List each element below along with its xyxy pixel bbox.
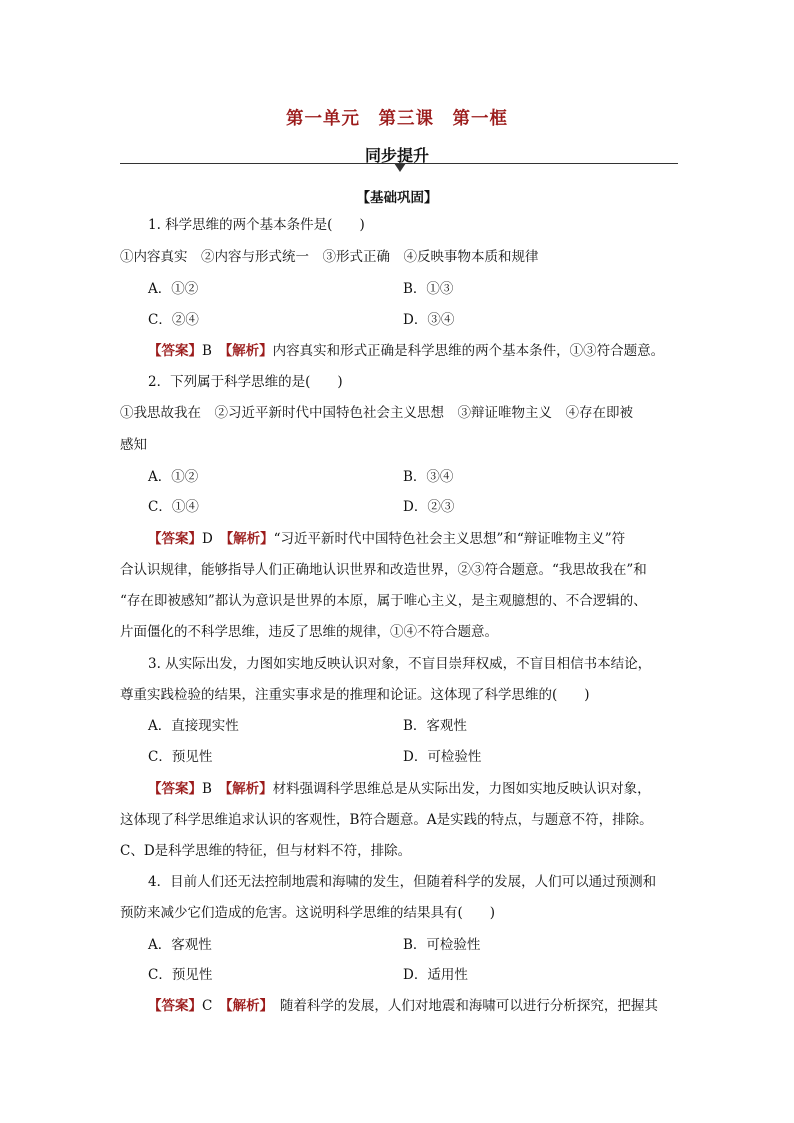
question-2-option-d: D．②③ (403, 499, 455, 515)
question-4-answer (148, 997, 708, 1015)
question-3-option-c: C．预见性 (148, 749, 213, 765)
question-4-stem: 4．目前人们还无法控制地震和海啸的发生，但随着科学的发展，人们可以通过预测和 (148, 874, 657, 890)
answer-tag: 【答案】 (148, 998, 202, 1014)
question-4-option-d: D．适用性 (403, 967, 468, 983)
answer-tag: 【答案】 (148, 781, 202, 797)
question-1-option-a: A．①② (148, 281, 199, 297)
question-2-option-b: B．③④ (403, 469, 454, 485)
question-2-stem: 2．下列属于科学思维的是( ) (148, 374, 343, 390)
question-3-stem: 3. 从实际出发，力图如实地反映认识对象，不盲目崇拜权威，不盲目相信书本结论， (148, 656, 652, 672)
subtitle: 同步提升 (364, 146, 429, 165)
question-1-option-d: D．③④ (403, 312, 455, 328)
question-3-answer (148, 780, 708, 798)
analysis-tag: 【解析】 (226, 531, 274, 547)
question-4-option-c: C．预见性 (148, 967, 213, 983)
analysis-text: 内容真实和形式正确是科学思维的两个基本条件，①③符合题意。 (272, 343, 665, 359)
divider-arrow-icon (394, 163, 406, 172)
question-1-answer (148, 342, 708, 360)
question-4-option-a: A．客观性 (148, 937, 212, 953)
question-2-analysis-4: 片面僵化的不科学思维，违反了思维的规律，①④不符合题意。 (120, 624, 498, 640)
question-3-analysis-2: 这体现了科学思维追求认识的客观性，B符合题意。A是实践的特点，与题意不符，排除。 (120, 812, 653, 828)
question-1-stem: 1. 科学思维的两个基本条件是( ) (148, 217, 365, 233)
answer-letter: C (202, 998, 213, 1014)
section-heading: 【基础巩固】 (356, 190, 438, 206)
question-3-option-d: D．可检验性 (403, 749, 482, 765)
question-2-option-c: C．①④ (148, 499, 199, 515)
question-2-analysis-3: “存在即被感知”都认为意识是世界的本原，属于唯心主义，是主观臆想的、不合逻辑的、 (120, 593, 647, 609)
question-3-stem-cont: 尊重实践检验的结果，注重实事求是的推理和论证。这体现了科学思维的( ) (120, 687, 590, 703)
question-4-option-b: B．可检验性 (403, 937, 481, 953)
analysis-tag: 【解析】 (225, 343, 273, 359)
question-1-option-b: B．①③ (403, 281, 454, 297)
question-3-option-b: B．客观性 (403, 718, 467, 734)
answer-letter: B (202, 343, 212, 359)
question-3-analysis-3: C、D是科学思维的特征，但与材料不符，排除。 (120, 843, 412, 859)
analysis-text: 随着科学的发展，人们对地震和海啸可以进行分析探究，把握其 (279, 998, 658, 1014)
question-2-answer (148, 530, 708, 548)
question-1-items: ①内容真实 ②内容与形式统一 ③形式正确 ④反映事物本质和规律 (120, 249, 539, 265)
question-1-option-c: C．②④ (148, 312, 199, 328)
answer-tag: 【答案】 (148, 343, 202, 359)
lesson-title: 第一单元 第三课 第一框 (286, 109, 508, 129)
answer-tag: 【答案】 (148, 531, 202, 547)
question-3-option-a: A．直接现实性 (148, 718, 239, 734)
question-4-stem-cont: 预防来减少它们造成的危害。这说明科学思维的结果具有( ) (120, 905, 496, 921)
analysis-tag: 【解析】 (225, 998, 267, 1014)
answer-letter: D (202, 531, 213, 547)
question-2-analysis-2: 合认识规律，能够指导人们正确地认识世界和改造世界，②③符合题意。“我思故我在”和 (120, 562, 647, 578)
analysis-text: “习近平新时代中国特色社会主义思想”和“辩证唯物主义”符 (273, 531, 626, 547)
question-2-items-cont: 感知 (120, 437, 147, 453)
question-2-option-a: A．①② (148, 469, 199, 485)
question-2-items: ①我思故我在 ②习近平新时代中国特色社会主义思想 ③辩证唯物主义 ④存在即被 (120, 405, 633, 421)
answer-letter: B (202, 781, 212, 797)
analysis-tag: 【解析】 (225, 781, 273, 797)
analysis-text: 材料强调科学思维总是从实际出发，力图如实地反映认识对象， (272, 781, 651, 797)
